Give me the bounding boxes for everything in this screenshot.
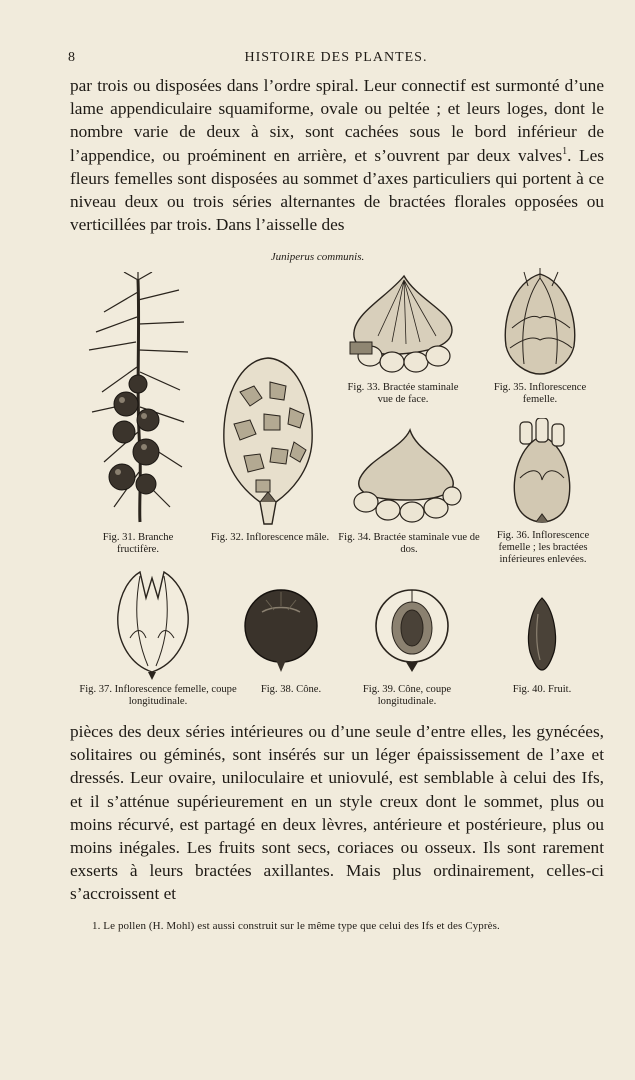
fig37-female-inflorescence-section-illustration: [112, 568, 192, 680]
caption-fig37: Fig. 37. Inflorescence femelle, coupe longitudinale.: [79, 684, 237, 707]
fig38-cone-illustration: [242, 584, 320, 672]
body-paragraph-bottom: [70, 720, 604, 906]
caption-fig33: Fig. 33. Bractée staminale vue de face.: [347, 382, 459, 405]
body-paragraph-top: [70, 74, 604, 236]
plate-title: Juniperus communis.: [270, 251, 365, 263]
footnote: 1. Le pollen (H. Mohl) est aussi construit sur le même type que celui des Ifs et des Cyprès.: [92, 920, 500, 932]
fig34-staminal-bract-back-illustration: [350, 428, 462, 526]
page-number: 8: [68, 50, 76, 65]
fig33-staminal-bract-front-illustration: [348, 272, 458, 376]
fig39-cone-section-illustration: [372, 584, 452, 672]
paragraph-top-text-a: par trois ou disposées dans l’ordre spiral. Leur connectif est surmonté d’une lame appendiculaire squamiforme, ovale ou peltée ; et leurs loges, dont le nombre varie de deux à six, sont cachées sous le bord inférieur de l’appendice, ou proéminent en arrière, et s’ouvrent par deux valves: [70, 76, 604, 165]
fig35-female-inflorescence-illustration: [500, 268, 580, 378]
fig32-male-inflorescence-illustration: [220, 352, 316, 528]
caption-fig36: Fig. 36. Inflorescence femelle ; les bractées inférieures enlevées.: [496, 530, 590, 565]
caption-fig40: Fig. 40. Fruit.: [512, 684, 572, 695]
caption-fig38: Fig. 38. Cône.: [260, 684, 322, 695]
fig40-fruit-illustration: [524, 596, 560, 672]
caption-fig39: Fig. 39. Cône, coupe longitudinale.: [362, 684, 452, 707]
paragraph-bottom-text: pièces des deux séries intérieures ou d’une seule d’entre elles, les gynécées, solitaires ou géminés, sont insérés sur un léger épaississement de l’axe et dressés. Leur ovaire, uniloculaire et uniovulé, est semblable à celui des Ifs, et il s’atténue supérieurement en un style creux dont le sommet, plus ou moins récurvé, est partagé en deux lèvres, antérieure et postérieure, plus ou moins inégales. Les fruits sont secs, coriaces ou osseux. Ils sont rarement exserts à leurs bractées axillantes. Mais plus ordinairement, celles-ci s’accroissent et: [70, 722, 604, 904]
running-title: HISTOIRE DES PLANTES.: [244, 50, 428, 65]
fig36-female-inflorescence-bracts-removed-illustration: [506, 418, 578, 528]
caption-fig31: Fig. 31. Branche fructifère.: [102, 532, 174, 555]
paragraph-top-text-b: . Les fleurs femelles sont disposées au sommet d’axes particuliers qui portent à ce niveau deux ou trois séries alternantes de bractées florales opposées ou verticillées par trois. Dans l’aisselle des: [70, 145, 604, 235]
caption-fig34: Fig. 34. Bractée staminale vue de dos.: [338, 532, 480, 555]
caption-fig32: Fig. 32. Inflorescence mâle.: [210, 532, 330, 543]
caption-fig35: Fig. 35. Inflorescence femelle.: [493, 382, 587, 405]
running-header: [68, 50, 604, 70]
fig31-branch-illustration: [84, 272, 192, 524]
footnote-reference: 1: [562, 145, 568, 157]
